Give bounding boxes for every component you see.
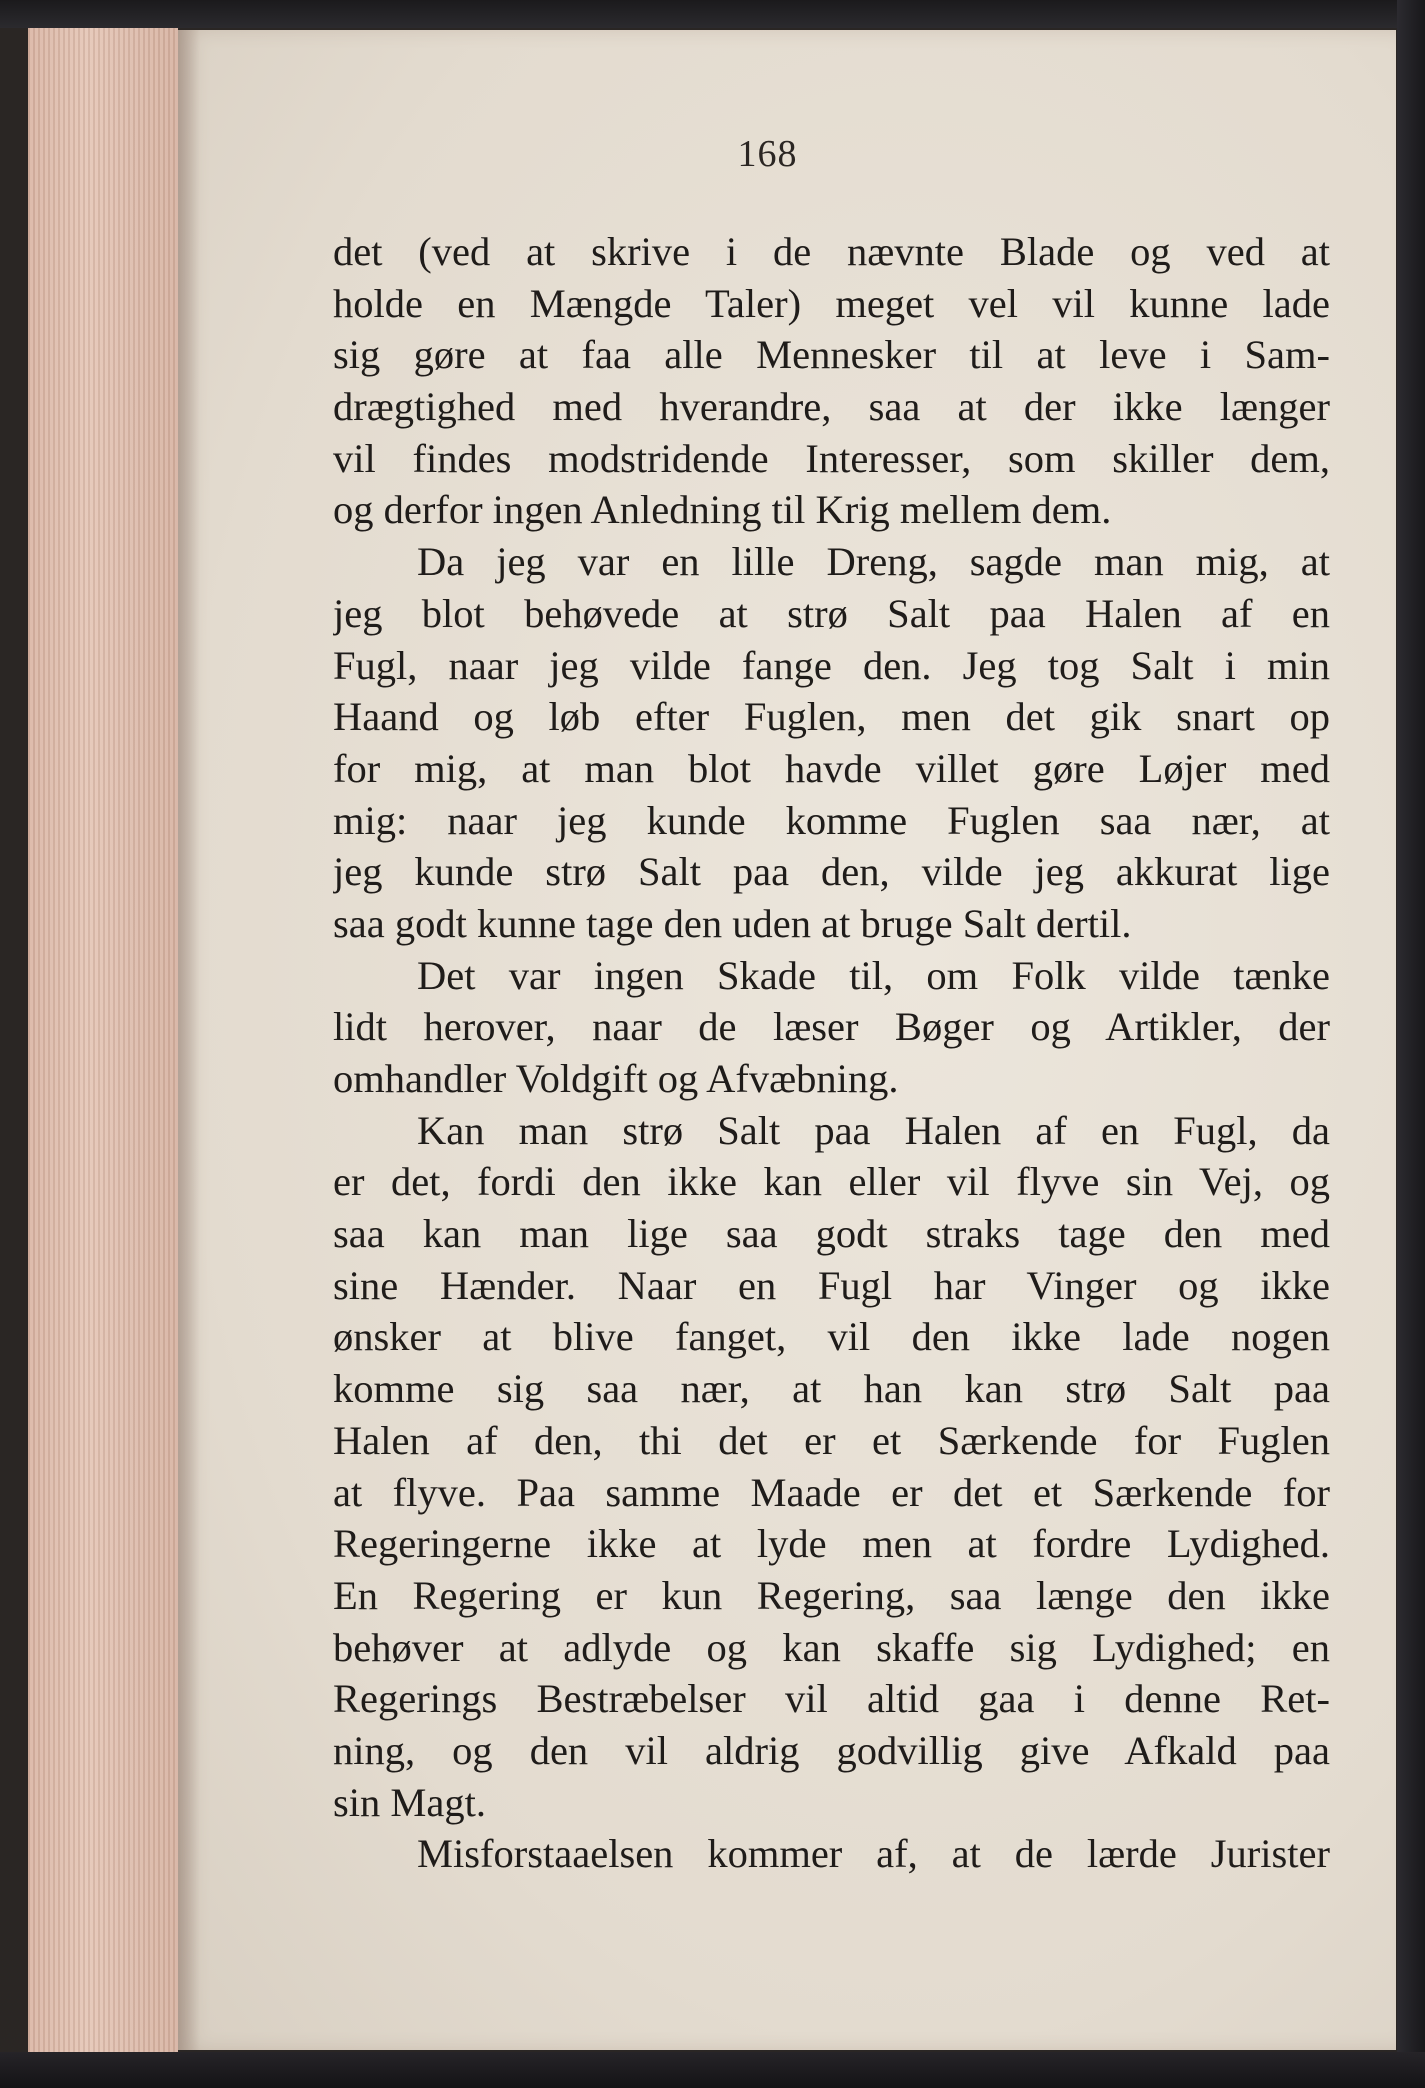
text-line: Regeringerne ikke at lyde men at fordre Lydighed. [333, 1521, 1330, 1567]
text-line: drægtighed med hverandre, saa at der ikke længer [333, 384, 1330, 430]
text-line: lidt herover, naar de læser Bøger og Artikler, der [333, 1004, 1330, 1050]
text-line: ning, og den vil aldrig godvillig give Afkald paa [333, 1727, 1330, 1773]
text-line: Misforstaaelsen kommer af, at de lærde Jurister [417, 1831, 1330, 1877]
book-cover-bottom [0, 2052, 1425, 2088]
text-line: det (ved at skrive i de nævnte Blade og ved at [333, 229, 1330, 274]
text-line: mig: naar jeg kunde komme Fuglen saa nær, at [333, 797, 1330, 843]
text-line: komme sig saa nær, at han kan strø Salt paa [333, 1366, 1330, 1412]
text-line: Haand og løb efter Fuglen, men det gik snart op [333, 694, 1330, 740]
book-cover-right [1397, 0, 1425, 2088]
text-line: En Regering er kun Regering, saa længe den ikke [333, 1572, 1330, 1618]
text-line: sine Hænder. Naar en Fugl har Vinger og ikke [333, 1262, 1330, 1308]
text-line: vil findes modstridende Interesser, som skiller dem, [333, 435, 1330, 481]
text-line: jeg kunde strø Salt paa den, vilde jeg akkurat lige [333, 849, 1330, 895]
text-line: ønsker at blive fanget, vil den ikke lade nogen [333, 1314, 1330, 1360]
text-line: Det var ingen Skade til, om Folk vilde tænke [417, 952, 1330, 998]
book-cover-top [0, 0, 1425, 28]
text-line: Da jeg var en lille Dreng, sagde man mig, at [417, 539, 1330, 585]
text-line: behøver at adlyde og kan skaffe sig Lydighed; en [333, 1624, 1330, 1670]
text-line: Halen af den, thi det er et Særkende for Fuglen [333, 1417, 1330, 1463]
text-line: og derfor ingen Anledning til Krig mellem dem. [333, 487, 1112, 533]
text-line: er det, fordi den ikke kan eller vil flyve sin Vej, og [333, 1159, 1330, 1205]
gutter-shadow [178, 30, 200, 2050]
text-line: saa kan man lige saa godt straks tage den med [333, 1211, 1330, 1257]
text-line: omhandler Voldgift og Afvæbning. [333, 1056, 899, 1101]
text-line: at flyve. Paa samme Maade er det et Særkende for [333, 1469, 1330, 1515]
text-line: Kan man strø Salt paa Halen af en Fugl, da [417, 1107, 1330, 1153]
text-line: Fugl, naar jeg vilde fange den. Jeg tog Salt i min [333, 642, 1330, 688]
page-edges [28, 28, 178, 2052]
text-line: sig gøre at faa alle Mennesker til at leve i Sam- [333, 332, 1330, 378]
text-line: jeg blot behøvede at strø Salt paa Halen af en [333, 590, 1330, 636]
text-line: holde en Mængde Taler) meget vel vil kunne lade [333, 280, 1330, 326]
text-line: sin Magt. [333, 1779, 487, 1825]
page-number: 168 [737, 133, 798, 175]
text-line: saa godt kunne tage den uden at bruge Salt dertil. [333, 900, 1132, 946]
text-line: Regerings Bestræbelser vil altid gaa i denne Ret- [333, 1676, 1330, 1722]
text-line: for mig, at man blot havde villet gøre Løjer med [333, 745, 1330, 791]
body-text [333, 226, 1330, 1880]
